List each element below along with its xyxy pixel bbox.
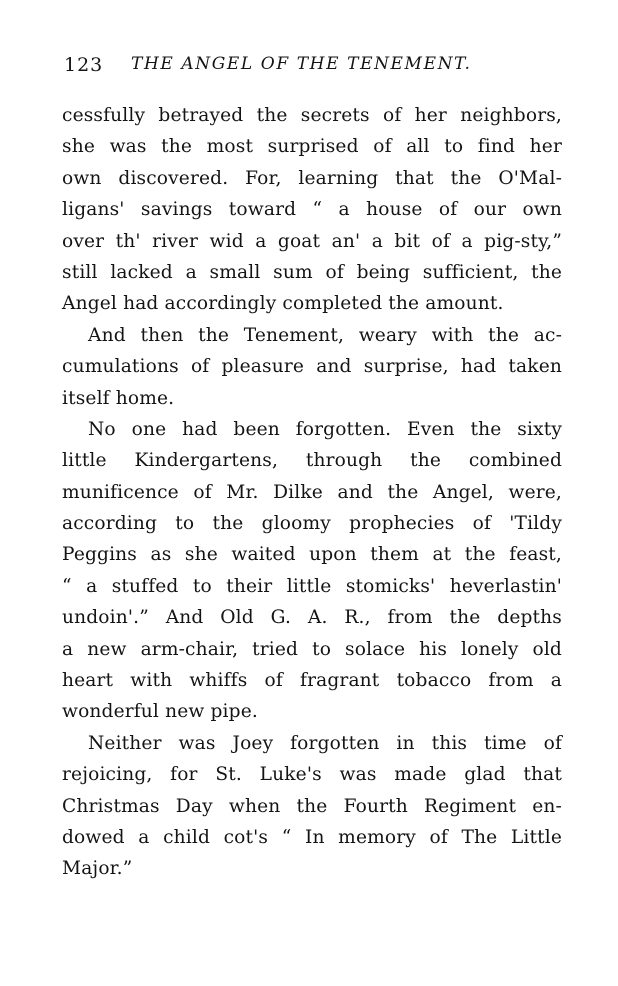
text-line: according to the gloomy prophecies of 'Tildy <box>62 513 562 535</box>
text-line: Major.” <box>62 858 133 880</box>
text-line: undoin'.” And Old G. A. R., from the depths <box>62 607 562 629</box>
running-header <box>64 52 564 82</box>
page-number: 123 <box>64 54 104 76</box>
text-line: a new arm-chair, tried to solace his lonely old <box>62 638 562 660</box>
text-line: And then the Tenement, weary with the ac- <box>88 324 562 346</box>
text-line: Peggins as she waited upon them at the feast, <box>62 544 562 566</box>
running-title: THE ANGEL OF THE TENEMENT. <box>131 54 472 74</box>
text-line: dowed a child cot's “ In memory of The Little <box>62 826 562 848</box>
body-text <box>62 100 562 885</box>
text-line: No one had been forgotten. Even the sixty <box>88 418 562 440</box>
text-line: munificence of Mr. Dilke and the Angel, were, <box>62 481 562 503</box>
text-line: she was the most surprised of all to find her <box>62 136 562 158</box>
text-line: wonderful new pipe. <box>62 701 258 723</box>
text-line: Neither was Joey forgotten in this time of <box>88 732 562 754</box>
text-line: over th' river wid a goat an' a bit of a pig-sty,” <box>62 230 562 252</box>
text-line: still lacked a small sum of being sufficient, the <box>62 261 562 283</box>
text-line: ligans' savings toward “ a house of our own <box>62 199 562 221</box>
text-line: heart with whiffs of fragrant tobacco from a <box>62 670 562 692</box>
text-line: “ a stuffed to their little stomicks' heverlastin' <box>62 575 562 597</box>
text-line: little Kindergartens, through the combined <box>62 450 562 472</box>
text-line: itself home. <box>62 387 175 409</box>
text-line: rejoicing, for St. Luke's was made glad that <box>62 764 562 786</box>
text-line: own discovered. For, learning that the O'Mal- <box>62 167 562 189</box>
text-line: cessfully betrayed the secrets of her neighbors, <box>62 105 562 126</box>
text-line: Christmas Day when the Fourth Regiment en- <box>62 795 562 817</box>
text-line: Angel had accordingly completed the amount. <box>62 293 504 315</box>
text-line: cumulations of pleasure and surprise, had taken <box>62 356 562 378</box>
